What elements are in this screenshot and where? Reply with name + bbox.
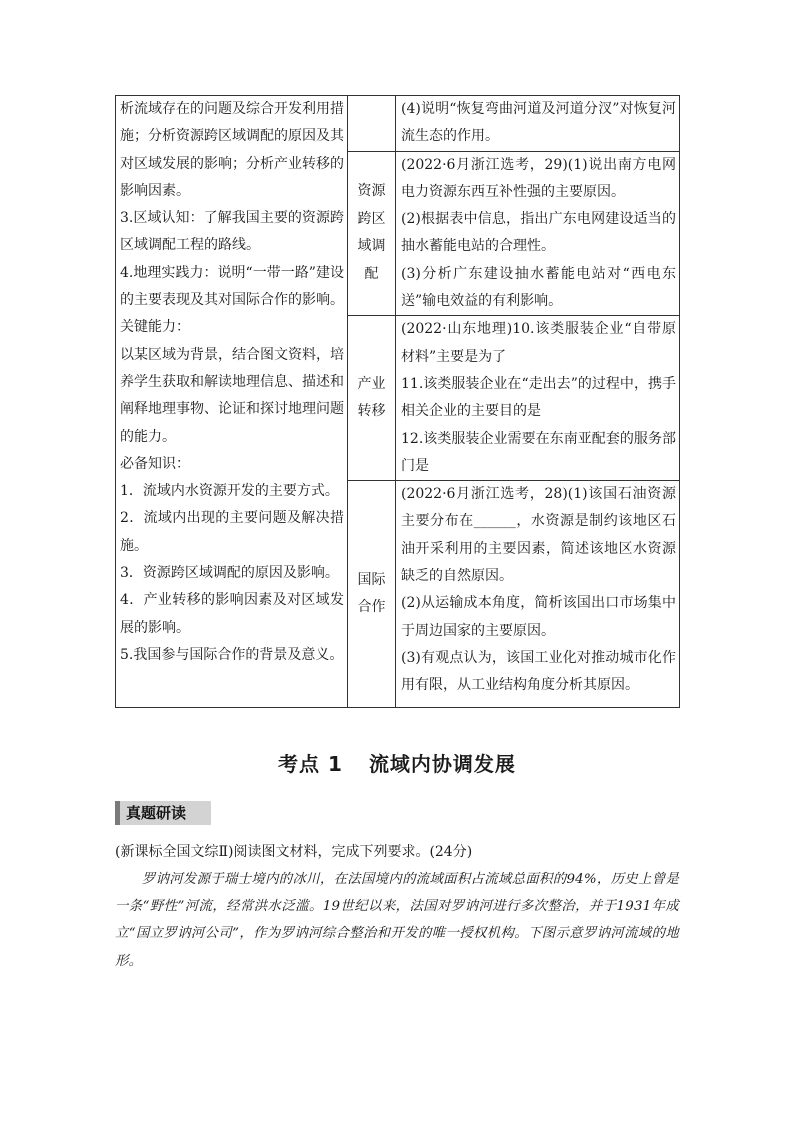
question-cell: (2022·山东地理)10.该类服装企业“自带原材料”主要是为了 11.该类服装企业在“走出去”的过程中，携手相关企业的主要目的是 12.该类服装企业需要在东南亚配套的服务部门是 xyxy=(396,316,680,481)
section-number: 考点 1 xyxy=(278,752,343,776)
category-label: 产业转移 xyxy=(357,375,386,420)
category-label: 资源跨区域调配 xyxy=(357,183,386,282)
literacy-goals-cell: 析流域存在的问题及综合开发利用措施；分析资源跨区域调配的原因及其对区域发展的影响；分析产业转移的影响因素。 3.区域认知：了解我国主要的资源跨区域调配工程的路线。 4.地理实践力：说明“一带一路”建设的主要表现及其对国际合作的影响。 关键能力： 以某区域为背景，结合图文资料，培养学生获取和解读地理信息、描述和阐释地理事物、论证和探讨地理问题的能力。 必备知识： 1．流域内水资源开发的主要方式。 2．流域内出现的主要问题及解决措施。 3．资源跨区域调配的原因及影响。 4．产业转移的影响因素及对区域发展的影响。 5.我国参与国际合作的背景及意义。 xyxy=(116,96,348,708)
goals-table xyxy=(115,95,680,708)
material-passage: 罗讷河发源于瑞士境内的冰川，在法国境内的流域面积占流域总面积的94%，历史上曾是一条“野性”河流，经常洪水泛滥。19世纪以来，法国对罗讷河进行多次整治，并于1931年成立“国立罗讷河公司”，作为罗讷河综合整治和开发的唯一授权机构。下图示意罗讷河流域的地形。 xyxy=(115,872,679,969)
category-cell-international-cooperation xyxy=(348,481,396,708)
goals-table-wrapper xyxy=(115,95,679,702)
section-title: 流域内协调发展 xyxy=(368,752,516,776)
question-cell: (4)说明“恢复弯曲河道及河道分汊”对恢复河流生态的作用。 xyxy=(396,96,680,152)
category-cell-industry-transfer xyxy=(348,316,396,481)
table-row xyxy=(116,96,680,152)
category-label: 国际合作 xyxy=(357,571,386,616)
question-cell: (2022·6月浙江选考，28)(1)该国石油资源主要分布在______，水资源是制约该地区石油开采利用的主要因素，简述该地区水资源缺乏的自然原因。 (2)从运输成本角度，简析该国出口市场集中于周边国家的主要原因。 (3)有观点认为，该国工业化对推动城市化作用有限，从工业结构角度分析其原因。 xyxy=(396,481,680,708)
section-heading xyxy=(0,748,794,777)
section-tag-label: 真题研读 xyxy=(126,804,187,822)
category-cell-resource-allocation xyxy=(348,151,396,316)
category-cell-empty xyxy=(348,96,396,152)
question-cell: (2022·6月浙江选考，29)(1)说出南方电网电力资源东西互补性强的主要原因。 (2)根据表中信息，指出广东电网建设适当的抽水蓄能电站的合理性。 (3)分析广东建设抽水蓄能电站对“西电东送”输电效益的有利影响。 xyxy=(396,151,680,316)
section-tag-bar xyxy=(115,801,120,825)
question-source: (新课标全国文综Ⅱ)阅读图文材料，完成下列要求。(24分) xyxy=(115,844,473,860)
